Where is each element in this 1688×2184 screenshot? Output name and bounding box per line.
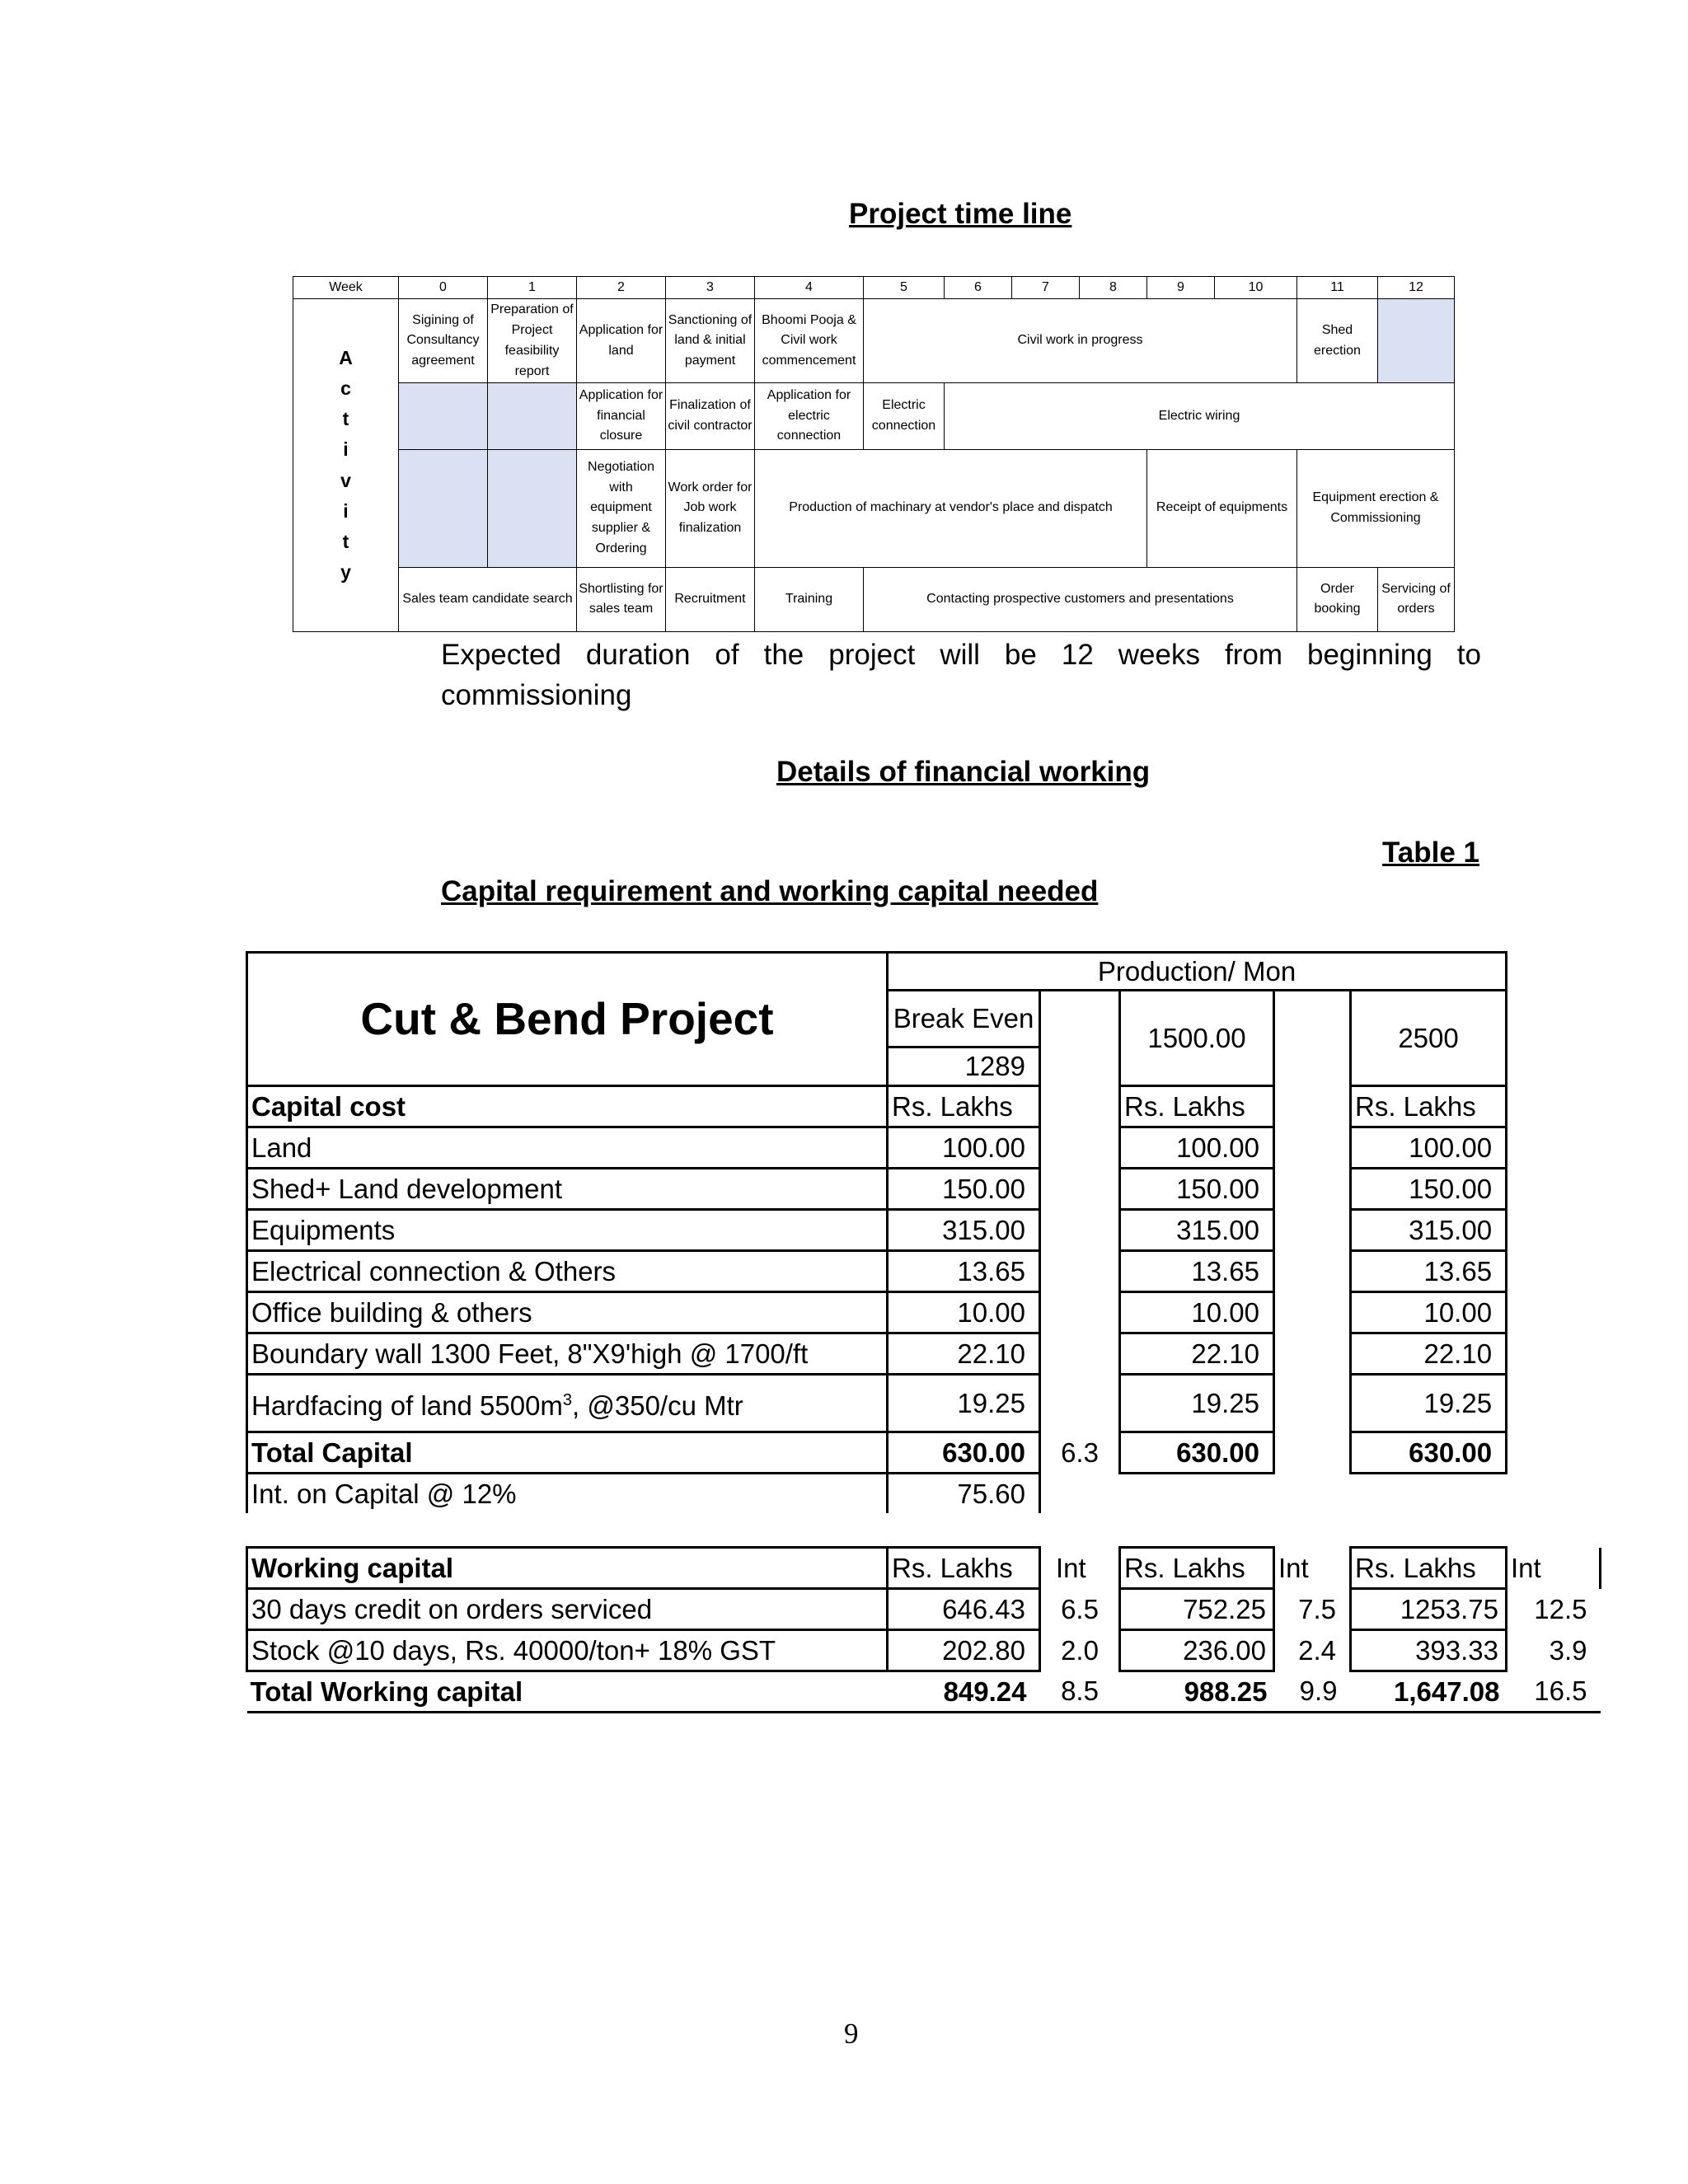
total-capital-row <box>247 1432 1507 1474</box>
week-11: 11 <box>1297 277 1378 299</box>
production-header: Production/ Mon <box>888 953 1507 991</box>
spacer <box>1274 1127 1351 1169</box>
value-break-even: 150.00 <box>888 1169 1040 1210</box>
total-int: 6.3 <box>1061 1437 1099 1468</box>
spacer <box>1274 991 1351 1086</box>
unit-3: Rs. Lakhs <box>1351 1086 1507 1127</box>
spacer <box>1274 1251 1351 1292</box>
working-capital-label: Working capital <box>247 1548 888 1589</box>
timeline-row-1 <box>293 299 1455 383</box>
task-recruitment: Recruitment <box>666 567 755 631</box>
page-number: 9 <box>844 2018 859 2050</box>
spacer <box>1040 1169 1120 1210</box>
value-break-even: 13.65 <box>888 1251 1040 1292</box>
spacer <box>1351 1474 1507 1514</box>
table-row <box>247 1333 1507 1375</box>
total-capital-label: Total Capital <box>247 1432 888 1474</box>
hardfacing-label: Hardfacing of land $5500m^3$, @350/cu Mtr <box>247 1375 888 1432</box>
value-1500: 752.25 <box>1120 1589 1274 1630</box>
spacer <box>1274 1474 1351 1514</box>
interest-value: 75.60 <box>888 1474 1040 1514</box>
table-row <box>247 1210 1507 1251</box>
total-1500: 630.00 <box>1120 1432 1274 1474</box>
production-2500: 2500 <box>1351 991 1507 1086</box>
value-2500: 13.65 <box>1351 1251 1507 1292</box>
task-sales-shortlisting: Shortlisting for sales team <box>577 567 666 631</box>
table-label: Table 1 <box>1382 837 1480 869</box>
table-row <box>247 1127 1507 1169</box>
empty-cell <box>1378 299 1455 383</box>
int-1500: 7.5 <box>1298 1594 1336 1624</box>
spacer <box>1040 1292 1120 1333</box>
spacer <box>1120 1474 1274 1514</box>
task-customer-presentations: Contacting prospective customers and presentations <box>864 567 1297 631</box>
working-header-row <box>247 1548 1601 1589</box>
table-row <box>247 1251 1507 1292</box>
value-break-even: 19.25 <box>888 1375 1040 1432</box>
spacer <box>1274 1292 1351 1333</box>
value-2500: 315.00 <box>1351 1210 1507 1251</box>
row-label: 30 days credit on orders serviced <box>247 1589 888 1630</box>
int-2500: 12.5 <box>1534 1594 1587 1624</box>
value-2500: 1253.75 <box>1351 1589 1507 1630</box>
int-1500: 2.4 <box>1298 1635 1336 1666</box>
task-training: Training <box>755 567 864 631</box>
row-label: Office building & others <box>247 1292 888 1333</box>
value-break-even: 202.80 <box>888 1630 1040 1671</box>
empty-cell <box>488 383 577 449</box>
total-1500: 988.25 <box>1120 1671 1274 1713</box>
int-2500: 3.9 <box>1549 1635 1587 1666</box>
total-break-even: 630.00 <box>888 1432 1040 1474</box>
task-electric-connection: Electric connection <box>864 383 945 449</box>
task-equipment-erection: Equipment erection & Commissioning <box>1297 449 1455 567</box>
week-0: 0 <box>399 277 488 299</box>
break-even-label: Break Even <box>888 991 1040 1047</box>
int-break-even: 2.0 <box>1061 1635 1099 1666</box>
int-label-2: Int <box>1278 1553 1309 1583</box>
empty-cell <box>488 449 577 567</box>
int-label-1: Int <box>1056 1553 1086 1583</box>
spacer <box>1040 1333 1120 1375</box>
week-3: 3 <box>666 277 755 299</box>
week-5: 5 <box>864 277 945 299</box>
value-break-even: 100.00 <box>888 1127 1040 1169</box>
value-1500: 236.00 <box>1120 1630 1274 1671</box>
row-label: Equipments <box>247 1210 888 1251</box>
value-2500: 19.25 <box>1351 1375 1507 1432</box>
unit-2: Rs. Lakhs <box>1120 1086 1274 1127</box>
capital-heading: Capital requirement and working capital needed <box>441 875 1099 907</box>
value-1500: 10.00 <box>1120 1292 1274 1333</box>
value-1500: 150.00 <box>1120 1169 1274 1210</box>
empty-cell <box>399 449 488 567</box>
task-machinery-production: Production of machinary at vendor's place and dispatch <box>755 449 1147 567</box>
value-2500: 22.10 <box>1351 1333 1507 1375</box>
total-break-even: 849.24 <box>888 1671 1040 1713</box>
value-1500: 100.00 <box>1120 1127 1274 1169</box>
value-break-even: 315.00 <box>888 1210 1040 1251</box>
task-land-sanction: Sanctioning of land & initial payment <box>666 299 755 383</box>
break-even-value: 1289 <box>888 1047 1040 1086</box>
unit-3: Rs. Lakhs <box>1351 1548 1507 1589</box>
total-int-2500: 16.5 <box>1507 1671 1601 1713</box>
week-4: 4 <box>755 277 864 299</box>
week-8: 8 <box>1080 277 1147 299</box>
task-consultancy: Sigining of Consultancy agreement <box>399 299 488 383</box>
week-label: Week <box>293 277 399 299</box>
row-label: Electrical connection & Others <box>247 1251 888 1292</box>
interest-label: Int. on Capital @ 12% <box>247 1474 888 1514</box>
spacer <box>1040 1210 1120 1251</box>
table-row <box>247 1375 1507 1432</box>
week-2: 2 <box>577 277 666 299</box>
spacer <box>1040 1127 1120 1169</box>
week-12: 12 <box>1378 277 1455 299</box>
total-int-break-even: 8.5 <box>1040 1671 1120 1713</box>
total-2500: 1,647.08 <box>1351 1671 1507 1713</box>
value-2500: 150.00 <box>1351 1169 1507 1210</box>
unit-2: Rs. Lakhs <box>1120 1548 1274 1589</box>
task-civil-work: Civil work in progress <box>864 299 1297 383</box>
table-row <box>247 1169 1507 1210</box>
row-label: Shed+ Land development <box>247 1169 888 1210</box>
total-working-label: Total Working capital <box>247 1671 888 1713</box>
task-civil-contractor: Finalization of civil contractor <box>666 383 755 449</box>
capital-cost-row <box>247 1086 1507 1127</box>
task-equipment-negotiation: Negotiation with equipment supplier & Ordering <box>577 449 666 567</box>
task-order-booking: Order booking <box>1297 567 1378 631</box>
row-label: Land <box>247 1127 888 1169</box>
week-7: 7 <box>1012 277 1080 299</box>
spacer <box>1040 1474 1120 1514</box>
value-1500: 22.10 <box>1120 1333 1274 1375</box>
row-label: Boundary wall 1300 Feet, 8"X9'high @ 1700/ft <box>247 1333 888 1375</box>
int-label-3: Int <box>1507 1548 1601 1589</box>
table-row <box>247 1630 1601 1671</box>
capital-cost-label: Capital cost <box>247 1086 888 1127</box>
spacer <box>1040 1251 1120 1292</box>
spacer <box>1274 1432 1351 1474</box>
spacer <box>1274 1375 1351 1432</box>
capital-table <box>246 951 1507 1513</box>
value-2500: 10.00 <box>1351 1292 1507 1333</box>
int-break-even: 6.5 <box>1061 1594 1099 1624</box>
empty-cell <box>399 383 488 449</box>
working-capital-table <box>246 1546 1601 1713</box>
week-10: 10 <box>1215 277 1297 299</box>
task-land-application: Application for land <box>577 299 666 383</box>
task-order-servicing: Servicing of orders <box>1378 567 1455 631</box>
spacer <box>1274 1169 1351 1210</box>
value-break-even: 646.43 <box>888 1589 1040 1630</box>
value-1500: 13.65 <box>1120 1251 1274 1292</box>
value-break-even: 22.10 <box>888 1333 1040 1375</box>
unit-1: Rs. Lakhs <box>888 1086 1040 1127</box>
header-row-1 <box>247 953 1507 991</box>
value-1500: 315.00 <box>1120 1210 1274 1251</box>
total-2500: 630.00 <box>1351 1432 1507 1474</box>
task-financial-closure: Application for financial closure <box>577 383 666 449</box>
task-equipment-receipt: Receipt of equipments <box>1147 449 1297 567</box>
task-electric-application: Application for electric connection <box>755 383 864 449</box>
task-bhoomi-pooja: Bhoomi Pooja & Civil work commencement <box>755 299 864 383</box>
week-row <box>293 277 1455 299</box>
production-1500: 1500.00 <box>1120 991 1274 1086</box>
timeline-row-4 <box>293 567 1455 631</box>
task-shed-erection: Shed erection <box>1297 299 1378 383</box>
table-row <box>247 1589 1601 1630</box>
week-6: 6 <box>945 277 1012 299</box>
total-working-row <box>247 1671 1601 1713</box>
week-9: 9 <box>1147 277 1215 299</box>
task-electric-wiring: Electric wiring <box>945 383 1455 449</box>
interest-row <box>247 1474 1507 1514</box>
project-title: Cut & Bend Project <box>247 953 888 1086</box>
duration-paragraph: Expected duration of the project will be 12 weeks from beginning to commissioning <box>441 639 1481 711</box>
value-2500: 100.00 <box>1351 1127 1507 1169</box>
timeline-row-2 <box>293 383 1455 449</box>
unit-1: Rs. Lakhs <box>888 1548 1040 1589</box>
spacer <box>1274 1333 1351 1375</box>
task-feasibility: Preparation of Project feasibility report <box>488 299 577 383</box>
spacer <box>1040 1086 1120 1127</box>
table-row <box>247 1292 1507 1333</box>
week-1: 1 <box>488 277 577 299</box>
spacer <box>1040 991 1120 1086</box>
spacer <box>1040 1375 1120 1432</box>
project-timeline-table <box>293 276 1455 632</box>
spacer <box>1274 1210 1351 1251</box>
spacer <box>1274 1086 1351 1127</box>
value-2500: 393.33 <box>1351 1630 1507 1671</box>
activity-label: A c t i v i t y <box>293 299 399 632</box>
row-label: Stock @10 days, Rs. 40000/ton+ 18% GST <box>247 1630 888 1671</box>
value-1500: 19.25 <box>1120 1375 1274 1432</box>
task-job-work-order: Work order for Job work finalization <box>666 449 755 567</box>
value-break-even: 10.00 <box>888 1292 1040 1333</box>
timeline-row-3 <box>293 449 1455 567</box>
task-sales-search: Sales team candidate search <box>399 567 577 631</box>
timeline-heading: Project time line <box>849 198 1072 230</box>
total-int-1500: 9.9 <box>1274 1671 1351 1713</box>
financial-heading: Details of financial working <box>776 756 1151 788</box>
